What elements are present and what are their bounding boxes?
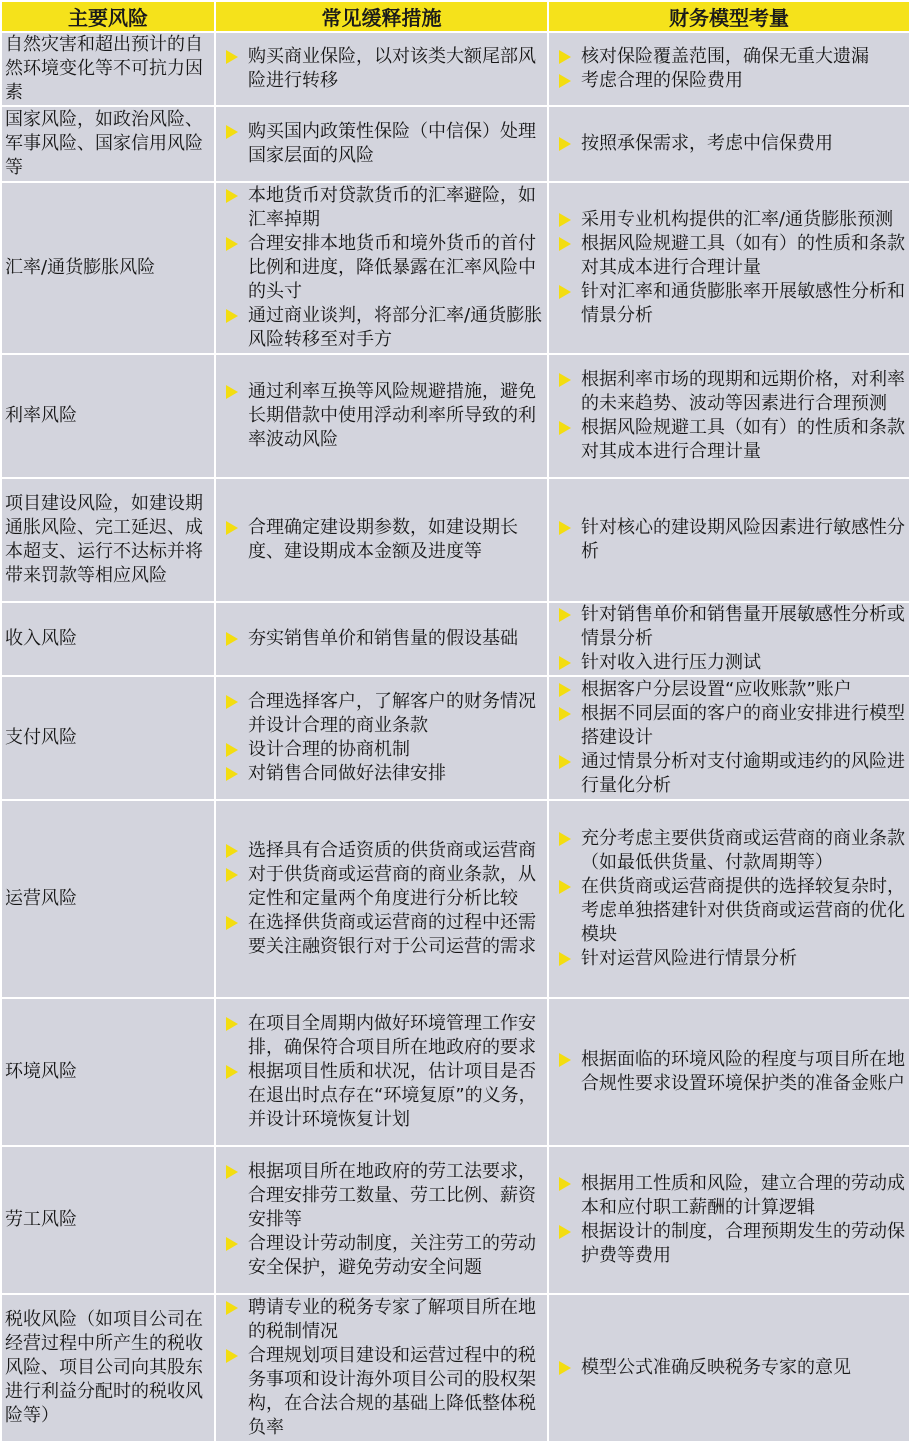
measures-cell [216, 1147, 547, 1293]
table-row [2, 1147, 909, 1293]
bullet-list [553, 132, 905, 156]
model-cell [549, 33, 909, 105]
table-row [2, 33, 909, 105]
arrow-bullet-icon [559, 74, 571, 88]
risk-cell: 收入风险 [2, 603, 214, 675]
bullet-list [553, 1048, 905, 1096]
measures-cell [216, 107, 547, 181]
table-row [2, 355, 909, 477]
risk-cell: 自然灾害和超出预计的自然环境变化等不可抗力因素 [2, 33, 214, 105]
arrow-bullet-icon [226, 1349, 238, 1363]
bullet-text: 根据设计的制度，合理预期发生的劳动保护费等费用 [581, 1221, 905, 1266]
bullet-item [553, 516, 905, 564]
header-risk: 主要风险 [2, 2, 214, 31]
risk-cell: 环境风险 [2, 999, 214, 1145]
bullet-text: 根据项目性质和状况，估计项目是否在退出时点存在“环境复原”的义务，并设计环境恢复计划 [248, 1061, 537, 1130]
bullet-text: 夯实销售单价和销售量的假设基础 [248, 628, 518, 649]
bullet-item [553, 208, 905, 232]
arrow-bullet-icon [559, 832, 571, 846]
bullet-text: 在供货商或运营商提供的选择较复杂时，考虑单独搭建针对供货商或运营商的优化模块 [581, 876, 905, 945]
bullet-text: 考虑合理的保险费用 [581, 70, 743, 91]
bullet-item [220, 1296, 543, 1344]
arrow-bullet-icon [226, 385, 238, 399]
bullet-list [553, 1172, 905, 1268]
model-cell [549, 355, 909, 477]
bullet-list [220, 1160, 543, 1280]
bullet-item [220, 1344, 543, 1440]
bullet-text: 在项目全周期内做好环境管理工作安排，确保符合项目所在地政府的要求 [248, 1013, 536, 1058]
bullet-text: 合理选择客户，了解客户的财务情况并设计合理的商业条款 [248, 691, 536, 736]
bullet-item [553, 280, 905, 328]
arrow-bullet-icon [559, 952, 571, 966]
bullet-text: 设计合理的协商机制 [248, 739, 410, 760]
bullet-list [220, 120, 543, 168]
bullet-list [220, 1296, 543, 1440]
bullet-list [553, 678, 905, 798]
bullet-text: 根据面临的环境风险的程度与项目所在地合规性要求设置环境保护类的准备金账户 [581, 1049, 905, 1094]
bullet-list [553, 603, 905, 675]
bullet-text: 根据利率市场的现期和远期价格，对利率的未来趋势、波动等因素进行合理预测 [581, 369, 905, 414]
bullet-list [553, 45, 905, 93]
model-cell [549, 183, 909, 353]
arrow-bullet-icon [226, 237, 238, 251]
table-row [2, 603, 909, 675]
arrow-bullet-icon [226, 521, 238, 535]
bullet-item [553, 232, 905, 280]
bullet-item [220, 690, 543, 738]
bullet-item [553, 416, 905, 464]
arrow-bullet-icon [559, 521, 571, 535]
bullet-text: 选择具有合适资质的供货商或运营商 [248, 840, 536, 861]
bullet-text: 通过商业谈判，将部分汇率/通货膨胀风险转移至对手方 [248, 305, 543, 350]
measures-cell [216, 677, 547, 799]
model-cell [549, 603, 909, 675]
measures-cell [216, 33, 547, 105]
bullet-item [220, 232, 543, 304]
model-cell [549, 801, 909, 997]
arrow-bullet-icon [559, 285, 571, 299]
arrow-bullet-icon [226, 50, 238, 64]
arrow-bullet-icon [559, 137, 571, 151]
table-row [2, 479, 909, 601]
model-cell [549, 999, 909, 1145]
bullet-text: 按照承保需求，考虑中信保费用 [581, 133, 833, 154]
bullet-item [553, 368, 905, 416]
bullet-item [220, 45, 543, 93]
bullet-item [553, 45, 905, 69]
arrow-bullet-icon [226, 1165, 238, 1179]
arrow-bullet-icon [226, 695, 238, 709]
bullet-text: 采用专业机构提供的汇率/通货膨胀预测 [581, 209, 894, 230]
bullet-item [553, 1172, 905, 1220]
arrow-bullet-icon [226, 1237, 238, 1251]
risk-cell: 汇率/通货膨胀风险 [2, 183, 214, 353]
measures-cell [216, 999, 547, 1145]
bullet-item [553, 603, 905, 651]
bullet-text: 购买商业保险，以对该类大额尾部风险进行转移 [248, 46, 536, 91]
bullet-item [220, 839, 543, 863]
bullet-item [220, 762, 543, 786]
table-row [2, 999, 909, 1145]
bullet-item [553, 702, 905, 750]
risk-cell: 利率风险 [2, 355, 214, 477]
measures-cell [216, 183, 547, 353]
measures-cell [216, 355, 547, 477]
header-model: 财务模型考量 [549, 2, 909, 31]
arrow-bullet-icon [559, 421, 571, 435]
bullet-item [553, 1356, 905, 1380]
bullet-list [220, 184, 543, 352]
bullet-text: 针对销售单价和销售量开展敏感性分析或情景分析 [581, 604, 905, 649]
bullet-list [553, 1356, 905, 1380]
arrow-bullet-icon [226, 1017, 238, 1031]
measures-cell [216, 1295, 547, 1441]
arrow-bullet-icon [226, 743, 238, 757]
bullet-list [220, 45, 543, 93]
bullet-text: 充分考虑主要供货商或运营商的商业条款（如最低供货量、付款周期等） [581, 828, 905, 873]
arrow-bullet-icon [226, 767, 238, 781]
header-row [2, 2, 909, 31]
bullet-item [220, 627, 543, 651]
table-row [2, 183, 909, 353]
bullet-item [553, 1048, 905, 1096]
arrow-bullet-icon [559, 237, 571, 251]
arrow-bullet-icon [559, 707, 571, 721]
bullet-text: 根据项目所在地政府的劳工法要求，合理安排劳工数量、劳工比例、薪资安排等 [248, 1161, 536, 1230]
bullet-text: 聘请专业的税务专家了解项目所在地的税制情况 [248, 1297, 536, 1342]
arrow-bullet-icon [559, 213, 571, 227]
arrow-bullet-icon [226, 309, 238, 323]
arrow-bullet-icon [559, 1177, 571, 1191]
model-cell [549, 107, 909, 181]
model-cell [549, 1147, 909, 1293]
bullet-item [220, 380, 543, 452]
bullet-text: 根据风险规避工具（如有）的性质和条款对其成本进行合理计量 [581, 417, 905, 462]
model-cell [549, 479, 909, 601]
bullet-item [553, 132, 905, 156]
arrow-bullet-icon [559, 1053, 571, 1067]
bullet-item [553, 69, 905, 93]
arrow-bullet-icon [559, 656, 571, 670]
header-measures: 常见缓释措施 [216, 2, 547, 31]
model-cell [549, 677, 909, 799]
bullet-item [553, 827, 905, 875]
arrow-bullet-icon [559, 373, 571, 387]
bullet-list [220, 839, 543, 959]
bullet-list [553, 208, 905, 328]
arrow-bullet-icon [559, 1361, 571, 1375]
bullet-item [220, 738, 543, 762]
table-row [2, 677, 909, 799]
arrow-bullet-icon [559, 1225, 571, 1239]
bullet-item [220, 516, 543, 564]
arrow-bullet-icon [226, 844, 238, 858]
bullet-item [553, 947, 905, 971]
table-row [2, 801, 909, 997]
risk-cell: 国家风险，如政治风险、军事风险、国家信用风险等 [2, 107, 214, 181]
bullet-item [553, 678, 905, 702]
bullet-list [220, 1012, 543, 1132]
bullet-text: 根据风险规避工具（如有）的性质和条款对其成本进行合理计量 [581, 233, 905, 278]
bullet-list [220, 516, 543, 564]
bullet-item [553, 875, 905, 947]
arrow-bullet-icon [226, 1301, 238, 1315]
arrow-bullet-icon [226, 916, 238, 930]
measures-cell [216, 603, 547, 675]
bullet-item [220, 863, 543, 911]
arrow-bullet-icon [226, 1065, 238, 1079]
bullet-text: 根据用工性质和风险，建立合理的劳动成本和应付职工薪酬的计算逻辑 [581, 1173, 905, 1218]
risk-cell: 项目建设风险，如建设期通胀风险、完工延迟、成本超支、运行不达标并将带来罚款等相应风险 [2, 479, 214, 601]
arrow-bullet-icon [559, 755, 571, 769]
bullet-item [220, 184, 543, 232]
risk-cell: 支付风险 [2, 677, 214, 799]
bullet-text: 对于供货商或运营商的商业条款，从定性和定量两个角度进行分析比较 [248, 864, 536, 909]
bullet-text: 通过利率互换等风险规避措施，避免长期借款中使用浮动利率所导致的利率波动风险 [248, 381, 536, 450]
risk-cell: 劳工风险 [2, 1147, 214, 1293]
bullet-item [220, 911, 543, 959]
bullet-text: 根据客户分层设置“应收账款”账户 [581, 679, 852, 700]
bullet-item [220, 304, 543, 352]
bullet-text: 合理规划项目建设和运营过程中的税务事项和设计海外项目公司的股权架构，在合法合规的基础上降低整体税负率 [248, 1345, 536, 1438]
bullet-text: 根据不同层面的客户的商业安排进行模型搭建设计 [581, 703, 905, 748]
bullet-text: 针对收入进行压力测试 [581, 652, 761, 673]
arrow-bullet-icon [559, 880, 571, 894]
bullet-text: 针对运营风险进行情景分析 [581, 948, 797, 969]
bullet-list [553, 516, 905, 564]
bullet-item [220, 1060, 543, 1132]
bullet-text: 本地货币对贷款货币的汇率避险，如汇率掉期 [248, 185, 536, 230]
bullet-list [220, 627, 543, 651]
arrow-bullet-icon [226, 868, 238, 882]
bullet-item [220, 120, 543, 168]
bullet-item [220, 1160, 543, 1232]
model-cell [549, 1295, 909, 1441]
bullet-item [553, 651, 905, 675]
bullet-text: 在选择供货商或运营商的过程中还需要关注融资银行对于公司运营的需求 [248, 912, 536, 957]
arrow-bullet-icon [226, 632, 238, 646]
bullet-text: 合理确定建设期参数，如建设期长度、建设期成本金额及进度等 [248, 517, 518, 562]
bullet-text: 合理安排本地货币和境外货币的首付比例和进度，降低暴露在汇率风险中的头寸 [248, 233, 536, 302]
bullet-text: 对销售合同做好法律安排 [248, 763, 446, 784]
measures-cell [216, 479, 547, 601]
risk-cell: 运营风险 [2, 801, 214, 997]
bullet-list [553, 368, 905, 464]
bullet-list [220, 380, 543, 452]
bullet-text: 购买国内政策性保险（中信保）处理国家层面的风险 [248, 121, 536, 166]
bullet-list [220, 690, 543, 786]
bullet-text: 通过情景分析对支付逾期或违约的风险进行量化分析 [581, 751, 905, 796]
arrow-bullet-icon [226, 189, 238, 203]
bullet-text: 核对保险覆盖范围，确保无重大遗漏 [581, 46, 869, 67]
arrow-bullet-icon [559, 683, 571, 697]
bullet-item [220, 1232, 543, 1280]
bullet-item [220, 1012, 543, 1060]
bullet-item [553, 1220, 905, 1268]
table-row [2, 1295, 909, 1441]
measures-cell [216, 801, 547, 997]
arrow-bullet-icon [226, 125, 238, 139]
bullet-text: 针对汇率和通货膨胀率开展敏感性分析和情景分析 [581, 281, 905, 326]
bullet-text: 合理设计劳动制度，关注劳工的劳动安全保护，避免劳动安全问题 [248, 1233, 536, 1278]
bullet-list [553, 827, 905, 971]
arrow-bullet-icon [559, 608, 571, 622]
risk-cell: 税收风险（如项目公司在经营过程中所产生的税收风险、项目公司向其股东进行利益分配时的税收风险等） [2, 1295, 214, 1441]
bullet-text: 模型公式准确反映税务专家的意见 [581, 1357, 851, 1378]
table-row [2, 107, 909, 181]
bullet-text: 针对核心的建设期风险因素进行敏感性分析 [581, 517, 905, 562]
bullet-item [553, 750, 905, 798]
arrow-bullet-icon [559, 50, 571, 64]
